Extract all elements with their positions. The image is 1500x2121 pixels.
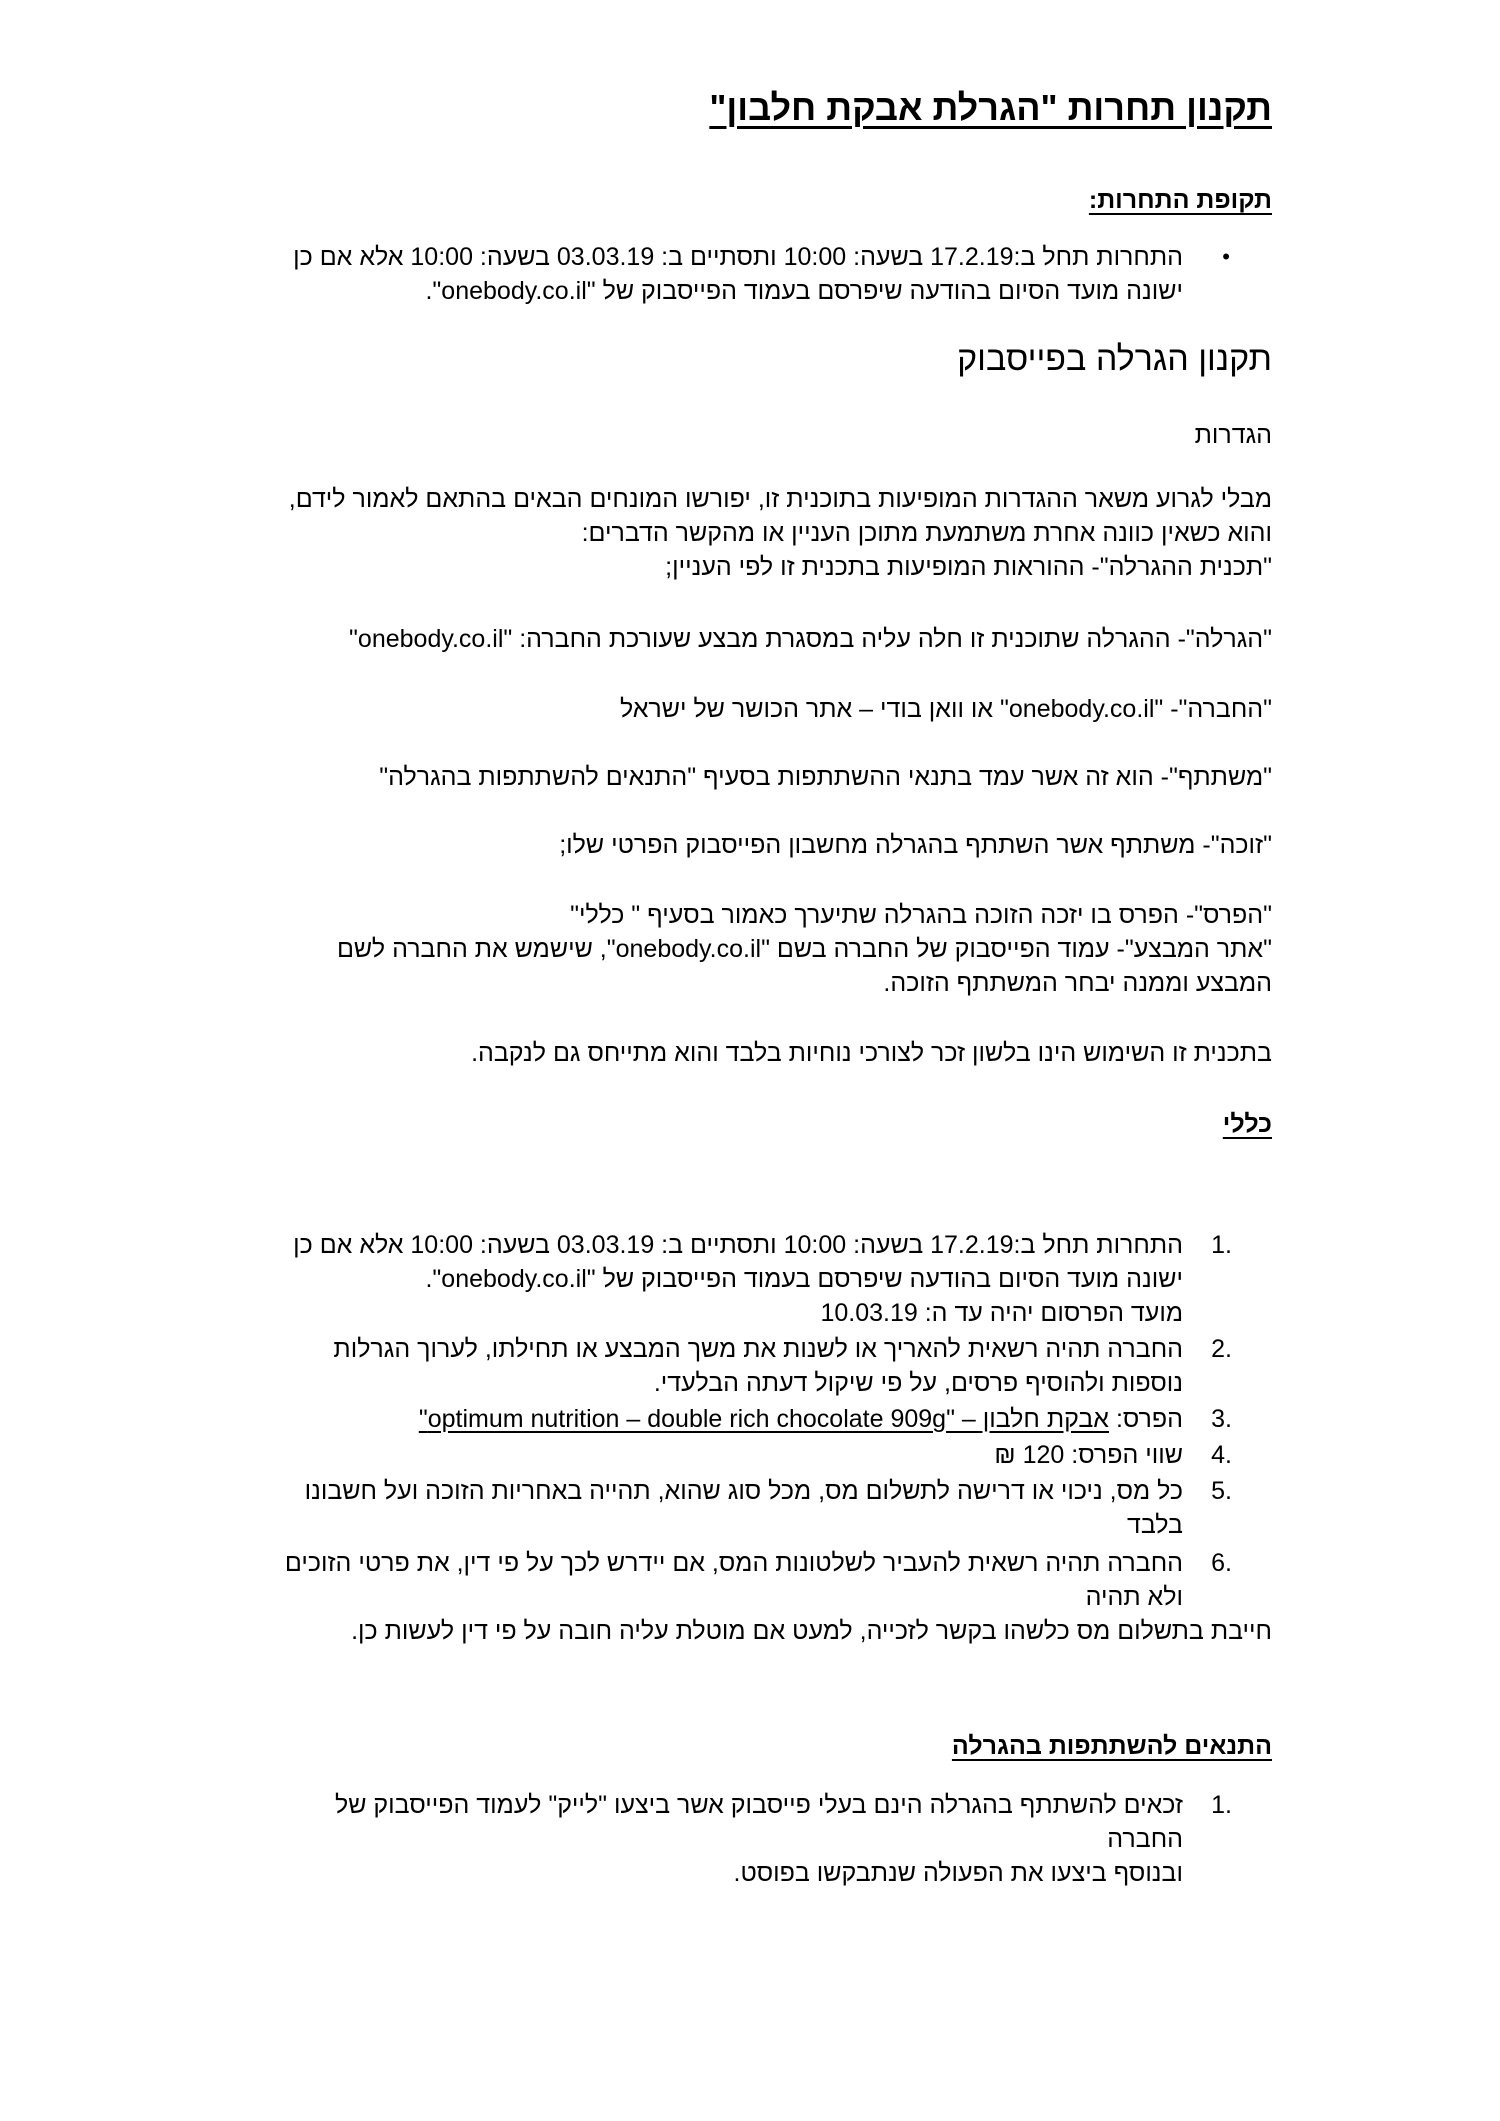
general-item-line: בלבד — [1126, 1511, 1183, 1539]
bullet-icon: • — [1222, 244, 1230, 269]
general-item-line: התחרות תחל ב:17.2.19 בשעה: 10:00 ותסתיים ב: 03.03.19 בשעה: 10:00 אלא אם כן — [293, 1231, 1183, 1259]
definition-item: "משתתף"- הוא זה אשר עמד בתנאי ההשתתפות בסעיף "התנאים להשתתפות בהגרלה" — [379, 763, 1272, 791]
list-number: 6. — [1211, 1549, 1232, 1577]
participation-heading: התנאים להשתתפות בהגרלה — [951, 1732, 1272, 1760]
list-number: 2. — [1211, 1335, 1232, 1363]
general-item-continuation: חייבת בתשלום מס כלשהו בקשר לזכייה, למעט אם מוטלת עליה חובה על פי דין לעשות כן. — [351, 1617, 1272, 1645]
definitions-intro-line: מבלי לגרוע משאר ההגדרות המופיעות בתוכנית זו, יפורשו המונחים הבאים בהתאם לאמור לידם, — [288, 485, 1272, 513]
definition-item: "זוכה"- משתתף אשר השתתף בהגרלה מחשבון הפייסבוק הפרטי שלו; — [559, 831, 1272, 859]
list-number: 4. — [1211, 1441, 1232, 1469]
list-number: 3. — [1211, 1405, 1232, 1433]
list-number: 1. — [1211, 1231, 1232, 1259]
definitions-intro-line: "תכנית ההגרלה"- ההוראות המופיעות בתכנית זו לפי העניין; — [665, 553, 1272, 581]
period-line: ישונה מועד הסיום בהודעה שיפרסם בעמוד הפייסבוק של "onebody.co.il". — [425, 277, 1183, 305]
general-item-line: נוספות ולהוסיף פרסים, על פי שיקול דעתה הבלעדי. — [653, 1369, 1183, 1397]
list-number: 5. — [1211, 1477, 1232, 1505]
period-line: התחרות תחל ב:17.2.19 בשעה: 10:00 ותסתיים ב: 03.03.19 בשעה: 10:00 אלא אם כן — [293, 243, 1183, 271]
participation-item-line: ובנוסף ביצעו את הפעולה שנתבקשו בפוסט. — [733, 1859, 1183, 1887]
general-item-line: החברה תהיה רשאית להעביר לשלטונות המס, אם יידרש לכך על פי דין, את פרטי הזוכים — [284, 1549, 1183, 1577]
document-title: תקנון תחרות "הגרלת אבקת חלבון" — [709, 87, 1272, 128]
definition-prize-line: "אתר המבצע"- עמוד הפייסבוק של החברה בשם "onebody.co.il", שישמש את החברה לשם — [336, 935, 1272, 963]
list-number: 1. — [1211, 1791, 1232, 1819]
facebook-rules-heading: תקנון הגרלה בפייסבוק — [957, 340, 1272, 378]
prize-value: אבקת חלבון – "optimum nutrition – double rich chocolate 909g" — [418, 1405, 1109, 1433]
definitions-heading: הגדרות — [1194, 421, 1272, 449]
gender-note: בתכנית זו השימוש הינו בלשון זכר לצורכי נוחיות בלבד והוא מתייחס גם לנקבה. — [471, 1039, 1272, 1067]
general-item-line: החברה תהיה רשאית להאריך או לשנות את משך המבצע או תחילתו, לערוך הגרלות — [333, 1335, 1183, 1363]
general-item-line: ישונה מועד הסיום בהודעה שיפרסם בעמוד הפייסבוק של "onebody.co.il". — [425, 1265, 1183, 1293]
general-item-line: שווי הפרס: 120 ₪ — [994, 1441, 1183, 1469]
definition-prize-line: המבצע וממנה יבחר המשתתף הזוכה. — [883, 969, 1272, 997]
definitions-intro-line: והוא כשאין כוונה אחרת משתמעת מתוכן העניין או מהקשר הדברים: — [581, 519, 1272, 547]
general-item-line: ולא תהיה — [1085, 1583, 1183, 1611]
period-heading: תקופת התחרות: — [1088, 186, 1272, 214]
participation-item-line: החברה — [1107, 1825, 1183, 1853]
definition-item: "החברה"- "onebody.co.il" או וואן בודי – אתר הכושר של ישראל — [619, 695, 1272, 723]
definition-item: "הגרלה"- ההגרלה שתוכנית זו חלה עליה במסגרת מבצע שעורכת החברה: "onebody.co.il" — [349, 625, 1272, 653]
prize-label: הפרס: — [1109, 1405, 1183, 1433]
general-item-line: מועד הפרסום יהיה עד ה: 10.03.19 — [820, 1299, 1183, 1327]
general-item-prize — [419, 1402, 1183, 1436]
general-item-line: כל מס, ניכוי או דרישה לתשלום מס, מכל סוג שהוא, תהייה באחריות הזוכה ועל חשבונו — [304, 1477, 1183, 1505]
participation-item-line: זכאים להשתתף בהגרלה הינם בעלי פייסבוק אשר ביצעו "לייק" לעמוד הפייסבוק של — [334, 1791, 1183, 1819]
definition-prize-line: "הפרס"- הפרס בו יזכה הזוכה בהגרלה שתיערך כאמור בסעיף " כללי" — [570, 901, 1272, 929]
general-heading: כללי — [1222, 1110, 1272, 1138]
